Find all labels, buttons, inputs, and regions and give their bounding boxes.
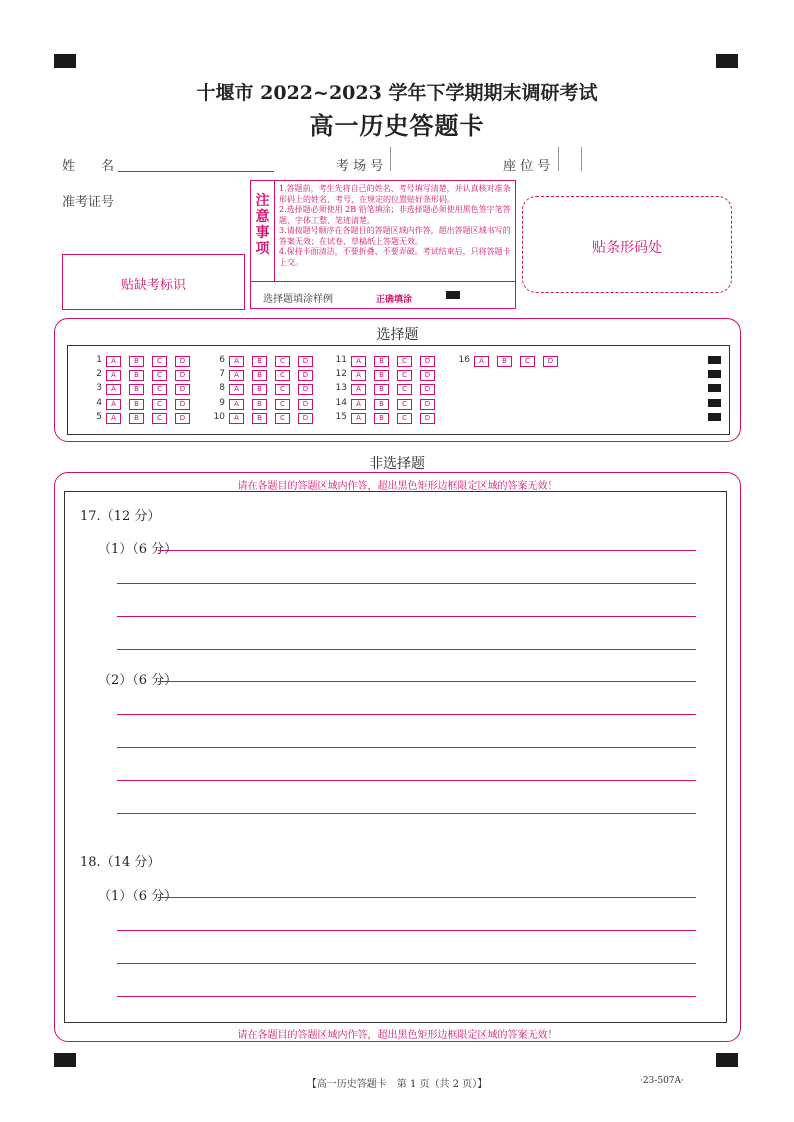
notice-divider (251, 281, 515, 282)
nonchoice-title: 非选择题 (369, 456, 425, 472)
option-bubble-c[interactable]: C (152, 413, 167, 424)
question-number: 10 (213, 411, 225, 422)
option-bubble-c[interactable]: C (275, 413, 290, 424)
option-bubble-a[interactable]: A (229, 399, 244, 410)
correct-fill-sample (446, 291, 460, 299)
question-number: 3 (96, 383, 102, 394)
seat-label: 座 位 号 (503, 159, 551, 174)
question-number: 2 (96, 369, 102, 380)
exam-room-label: 考 场 号 (336, 159, 384, 174)
option-bubble-c[interactable]: C (275, 384, 290, 395)
option-bubble-d[interactable]: D (175, 413, 190, 424)
q17-label: 17.（12 分） (80, 509, 161, 524)
option-bubble-c[interactable]: C (275, 370, 290, 381)
option-bubble-b[interactable]: B (252, 384, 267, 395)
question-number: 16 (458, 355, 470, 365)
option-bubble-a[interactable]: A (351, 413, 366, 424)
option-bubble-d[interactable]: D (175, 384, 190, 395)
answer-area-warning-bottom: 请在各题目的答题区域内作答，超出黑色矩形边框限定区域的答案无效！ (237, 1030, 558, 1041)
question-number: 8 (219, 383, 225, 394)
answer-line[interactable] (117, 780, 696, 781)
option-bubble-a[interactable]: A (106, 399, 121, 410)
option-bubble-c[interactable]: C (397, 413, 412, 424)
option-bubble-d[interactable]: D (420, 370, 435, 381)
timing-mark (708, 370, 721, 378)
exam-title: 十堰市 2022~2023 学年下学期期末调研考试 (196, 82, 598, 104)
option-bubble-c[interactable]: C (275, 356, 290, 367)
answer-line[interactable] (158, 550, 696, 551)
question-number: 14 (335, 397, 347, 408)
option-bubble-b[interactable]: B (374, 399, 389, 410)
answer-line[interactable] (117, 930, 696, 931)
exam-room-field[interactable] (390, 147, 391, 171)
option-bubble-a[interactable]: A (474, 356, 489, 367)
option-bubble-b[interactable]: B (497, 356, 512, 367)
barcode-label: 贴条形码处 (592, 240, 662, 256)
option-bubble-a[interactable]: A (229, 356, 244, 367)
option-bubble-b[interactable]: B (252, 370, 267, 381)
option-bubble-d[interactable]: D (420, 384, 435, 395)
choice-title: 选择题 (376, 327, 419, 343)
missing-exam-box[interactable] (62, 254, 245, 310)
notice-heading-char: 事 (255, 225, 270, 241)
option-bubble-b[interactable]: B (252, 356, 267, 367)
option-bubble-a[interactable]: A (229, 370, 244, 381)
question-number: 11 (335, 355, 347, 365)
option-bubble-d[interactable]: D (420, 356, 435, 367)
option-bubble-b[interactable]: B (129, 384, 144, 395)
option-bubble-d[interactable]: D (420, 399, 435, 410)
option-bubble-d[interactable]: D (420, 413, 435, 424)
answer-line[interactable] (117, 714, 696, 715)
name-label: 姓 名 (62, 159, 115, 174)
option-bubble-c[interactable]: C (152, 399, 167, 410)
question-number: 13 (335, 383, 347, 394)
q18-label: 18.（14 分） (80, 855, 161, 870)
notice-heading (251, 181, 275, 281)
timing-mark (708, 356, 721, 364)
option-bubble-d[interactable]: D (175, 356, 190, 367)
option-bubble-d[interactable]: D (298, 384, 313, 395)
option-bubble-b[interactable]: B (252, 413, 267, 424)
option-bubble-c[interactable]: C (275, 399, 290, 410)
option-bubble-a[interactable]: A (351, 399, 366, 410)
page-footer: 【高一历史答题卡 第 1 页（共 2 页）】 (306, 1079, 488, 1090)
answer-line[interactable] (117, 747, 696, 748)
alignment-mark-top-left (54, 54, 76, 68)
option-bubble-b[interactable]: B (374, 356, 389, 367)
answer-area[interactable] (64, 491, 727, 1023)
option-bubble-c[interactable]: C (397, 384, 412, 395)
answer-line[interactable] (117, 963, 696, 964)
card-title: 高一历史答题卡 (309, 111, 485, 140)
answer-area-warning: 请在各题目的答题区域内作答，超出黑色矩形边框限定区域的答案无效！ (237, 481, 558, 492)
option-bubble-d[interactable]: D (543, 356, 558, 367)
option-bubble-b[interactable]: B (129, 370, 144, 381)
answer-line[interactable] (117, 813, 696, 814)
notice-heading-char: 注 (255, 193, 270, 209)
alignment-mark-top-right (716, 54, 738, 68)
option-bubble-a[interactable]: A (351, 370, 366, 381)
option-bubble-d[interactable]: D (298, 399, 313, 410)
option-bubble-a[interactable]: A (106, 356, 121, 367)
answer-line[interactable] (158, 897, 696, 898)
question-number: 4 (96, 397, 102, 408)
option-bubble-a[interactable]: A (106, 370, 121, 381)
alignment-mark-bottom-right (716, 1053, 738, 1067)
question-number: 7 (219, 369, 225, 380)
missing-exam-label: 贴缺考标识 (120, 278, 186, 293)
option-bubble-b[interactable]: B (252, 399, 267, 410)
answer-line[interactable] (117, 583, 696, 584)
option-bubble-c[interactable]: C (520, 356, 535, 367)
q17-part1-label: （1）（6 分） (98, 542, 178, 557)
question-number: 12 (335, 369, 347, 380)
option-bubble-c[interactable]: C (152, 370, 167, 381)
answer-line[interactable] (117, 616, 696, 617)
option-bubble-d[interactable]: D (298, 413, 313, 424)
timing-mark (708, 399, 721, 407)
sample-label: 选择题填涂样例 (263, 294, 333, 305)
timing-mark (708, 413, 721, 421)
option-bubble-a[interactable]: A (351, 384, 366, 395)
barcode-box[interactable] (522, 196, 732, 293)
option-bubble-d[interactable]: D (298, 370, 313, 381)
option-bubble-c[interactable]: C (397, 370, 412, 381)
option-bubble-c[interactable]: C (397, 356, 412, 367)
option-bubble-a[interactable]: A (229, 413, 244, 424)
option-bubble-a[interactable]: A (351, 356, 366, 367)
option-bubble-b[interactable]: B (129, 356, 144, 367)
notice-heading-char: 意 (255, 209, 270, 225)
option-bubble-b[interactable]: B (374, 413, 389, 424)
option-bubble-c[interactable]: C (152, 356, 167, 367)
option-bubble-b[interactable]: B (129, 413, 144, 424)
notice-item: 2.选择题必须使用 2B 铅笔填涂；非选择题必须使用黑色签字笔答题，字体工整、笔迹清楚。 (279, 205, 511, 225)
question-number: 1 (96, 355, 102, 365)
q18-part1-label: （1）（6 分） (98, 889, 178, 904)
option-bubble-a[interactable]: A (106, 384, 121, 395)
notice-items (279, 184, 511, 268)
seat-field[interactable] (558, 147, 582, 171)
correct-fill-label: 正确填涂 (376, 295, 413, 305)
answer-line[interactable] (117, 649, 696, 650)
notice-item: 4.保持卡面清洁，不要折叠、不要弄破。考试结束后，只将答题卡上交。 (279, 247, 511, 267)
name-field[interactable] (118, 155, 274, 172)
ticket-number-label: 准考证号 (62, 195, 115, 210)
option-bubble-d[interactable]: D (298, 356, 313, 367)
option-bubble-c[interactable]: C (397, 399, 412, 410)
option-bubble-b[interactable]: B (374, 370, 389, 381)
option-bubble-d[interactable]: D (175, 370, 190, 381)
timing-mark (708, 384, 721, 392)
question-number: 15 (335, 411, 347, 422)
notice-box (250, 180, 516, 309)
option-bubble-d[interactable]: D (175, 399, 190, 410)
option-bubble-a[interactable]: A (229, 384, 244, 395)
option-bubble-b[interactable]: B (129, 399, 144, 410)
question-number: 6 (219, 355, 225, 365)
alignment-mark-bottom-left (54, 1053, 76, 1067)
option-bubble-c[interactable]: C (152, 384, 167, 395)
option-bubble-a[interactable]: A (106, 413, 121, 424)
answer-line[interactable] (117, 996, 696, 997)
notice-item: 1.答题前，考生先将自己的姓名、考号填写清楚，并认真核对准条形码上的姓名、考号，在规定的位置贴好条形码。 (279, 184, 511, 204)
question-number: 5 (96, 411, 102, 422)
question-number: 9 (219, 397, 225, 408)
q17-part2-label: （2）（6 分） (98, 673, 178, 688)
option-bubble-b[interactable]: B (374, 384, 389, 395)
answer-line[interactable] (158, 681, 696, 682)
notice-item: 3.请按题号顺序在各题目的答题区域内作答，超出答题区域书写的答案无效；在试卷、草稿纸上答题无效。 (279, 226, 511, 246)
card-code: ·23-507A· (640, 1076, 684, 1086)
notice-heading-char: 项 (255, 241, 270, 257)
